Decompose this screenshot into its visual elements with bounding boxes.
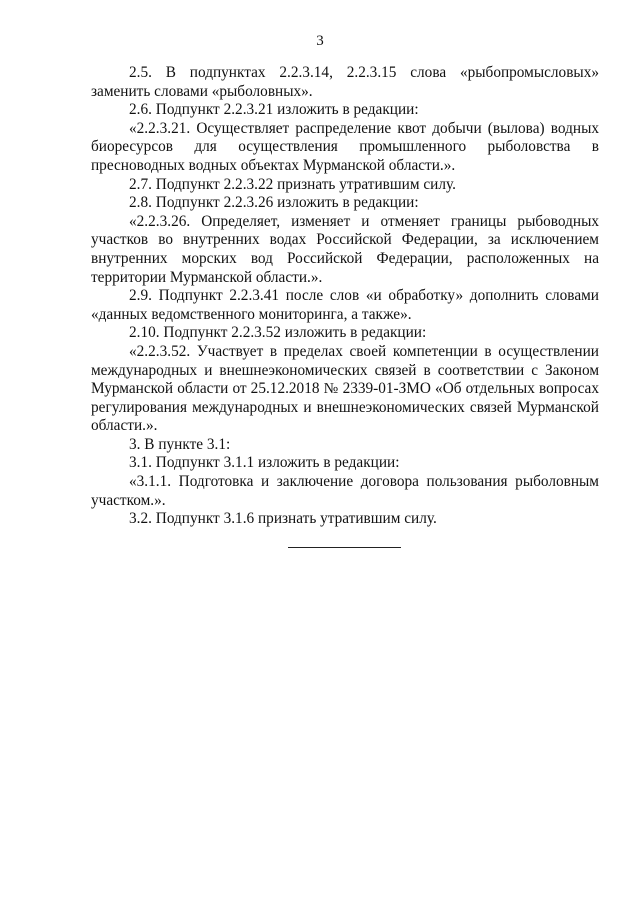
paragraph-2-7: 2.7. Подпункт 2.2.3.22 признать утратившим силу. [129,175,456,193]
page-number: 3 [316,33,324,49]
paragraph-3-1: 3.1. Подпункт 3.1.1 изложить в редакции: [129,454,400,472]
paragraph-3-2: 3.2. Подпункт 3.1.6 признать утратившим силу. [129,510,437,528]
end-separator-line [288,547,401,548]
paragraph-2-10: 2.10. Подпункт 2.2.3.52 изложить в редакции: [129,324,427,342]
paragraph-3-1-1-text: «3.1.1. Подготовка и заключение договора пользования рыболовным участком.». [91,473,599,509]
paragraph-3: 3. В пункте 3.1: [129,435,231,453]
paragraph-2-8: 2.8. Подпункт 2.2.3.26 изложить в редакции: [129,194,419,212]
paragraph-2-2-3-26-text: «2.2.3.26. Определяет, изменяет и отменяет границы рыбоводных участков во внутренних водах Российской Федерации, за исключением внутренних морских вод Российской Федерации, расположенных на территории Мурманской области.». [91,212,599,286]
paragraph-2-5: 2.5. В подпунктах 2.2.3.14, 2.2.3.15 слова «рыбопромысловых» заменить словами «рыболовных». [91,64,599,100]
paragraph-2-2-3-21-text: «2.2.3.21. Осуществляет распределение квот добычи (вылова) водных биоресурсов для осуществления промышленного рыболовства в пресноводных водных объектах Мурманской области.». [91,119,599,174]
paragraph-2-2-3-52-text: «2.2.3.52. Участвует в пределах своей компетенции в осуществлении международных и внешнеэкономических связей в соответствии с Законом Мурманской области от 25.12.2018 № 2339-01-ЗМО «Об отдельных вопросах регулирования международных и внешнеэкономических связей Мурманской области.». [91,342,599,435]
document-body [91,64,599,529]
paragraph-2-9: 2.9. Подпункт 2.2.3.41 после слов «и обработку» дополнить словами «данных ведомственного мониторинга, а также». [91,287,599,323]
paragraph-2-6: 2.6. Подпункт 2.2.3.21 изложить в редакции: [129,101,419,119]
